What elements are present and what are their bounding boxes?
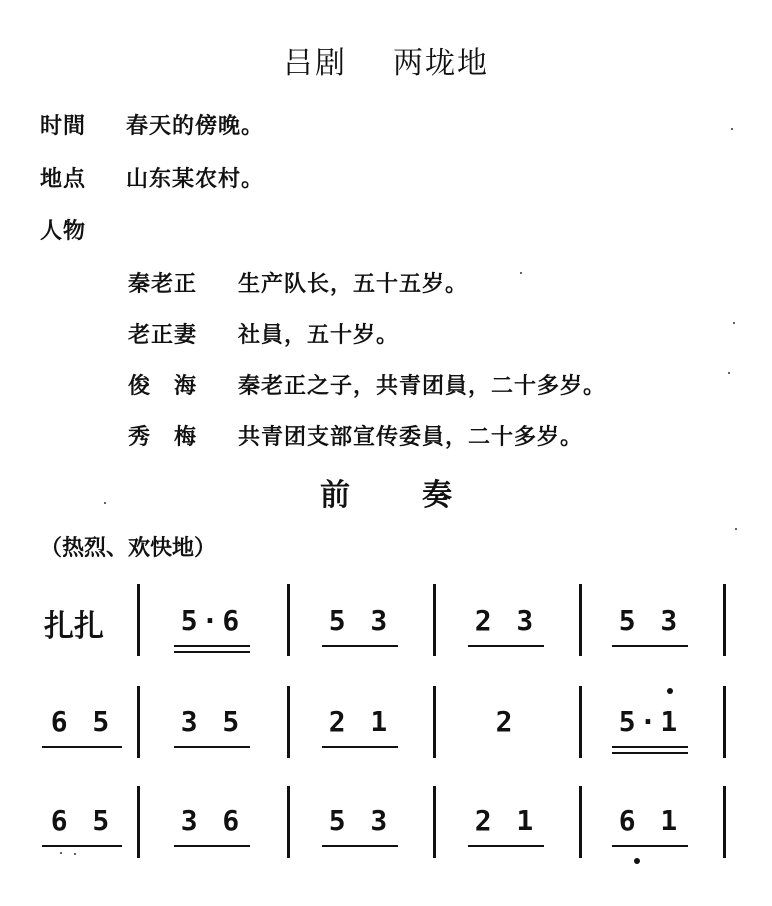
beam-line [322, 746, 398, 748]
bar-line [287, 686, 290, 758]
score-measure: 2 1 [474, 804, 538, 837]
opera-genre: 吕剧 [283, 46, 347, 81]
score-measure: 3 5 [180, 705, 244, 738]
score-measure: 2 [495, 705, 517, 738]
scan-speck [735, 528, 737, 530]
meta-label-time: 时間 [40, 114, 87, 139]
bar-line [433, 686, 436, 758]
character-name: 老正妻 [128, 323, 198, 348]
character-desc: 共青团支部宣传委員，二十多岁。 [238, 425, 584, 450]
character-desc: 社員，五十岁。 [238, 323, 400, 348]
bar-line [433, 584, 436, 656]
bar-line [579, 686, 582, 758]
tempo-marking: （热烈、欢快地） [40, 536, 217, 561]
score-lead: 扎扎 [44, 609, 104, 644]
scan-speck [520, 272, 522, 274]
bar-line [579, 786, 582, 858]
character-name: 秦老正 [128, 272, 198, 297]
meta-label-characters: 人物 [40, 219, 87, 244]
bar-line [723, 686, 726, 758]
scan-speck [728, 372, 730, 374]
score-measure: 2 3 [474, 604, 538, 637]
scan-speck [104, 502, 106, 504]
beam-line [322, 645, 398, 647]
beam-line [612, 752, 688, 754]
beam-line [42, 845, 122, 847]
score-measure: 5 3 [328, 804, 392, 837]
score-measure: 5·1 [618, 705, 682, 738]
scan-speck [733, 322, 735, 324]
character-name: 俊 海 [128, 374, 198, 399]
section-heading [0, 470, 772, 514]
beam-line [468, 645, 544, 647]
character-desc: 秦老正之子，共青团員，二十多岁。 [238, 374, 607, 399]
beam-line [174, 651, 250, 653]
beam-line [612, 845, 688, 847]
meta-value-place: 山东某农村。 [126, 167, 265, 192]
score-lead: 6 5 [50, 705, 114, 738]
beam-line [174, 645, 250, 647]
meta-value-time: 春天的傍晚。 [126, 114, 265, 139]
beam-line [174, 845, 250, 847]
score-measure: 2 1 [328, 705, 392, 738]
bar-line [137, 584, 140, 656]
score-lead: 6 5 [50, 804, 114, 837]
meta-label-place: 地点 [40, 167, 87, 192]
beam-line [174, 746, 250, 748]
beam-line [42, 746, 122, 748]
character-desc: 生产队长，五十五岁。 [238, 272, 469, 297]
scan-speck [60, 852, 62, 854]
section-heading-b: 奏 [422, 478, 452, 513]
scan-speck [74, 853, 76, 855]
character-name: 秀 梅 [128, 425, 198, 450]
opera-name: 两垅地 [393, 46, 489, 81]
bar-line [287, 584, 290, 656]
high-octave-dot [667, 688, 673, 694]
bar-line [723, 584, 726, 656]
beam-line [468, 845, 544, 847]
beam-line [612, 746, 688, 748]
page-title [0, 38, 772, 82]
score-measure: 6 1 [618, 804, 682, 837]
low-octave-dot [634, 858, 640, 864]
beam-line [322, 845, 398, 847]
score-measure: 5 3 [618, 604, 682, 637]
section-heading-a: 前 [320, 478, 350, 513]
bar-line [137, 686, 140, 758]
bar-line [579, 584, 582, 656]
bar-line [287, 786, 290, 858]
score-measure: 3 6 [180, 804, 244, 837]
beam-line [612, 645, 688, 647]
bar-line [433, 786, 436, 858]
score-measure: 5 3 [328, 604, 392, 637]
bar-line [137, 786, 140, 858]
bar-line [723, 786, 726, 858]
scan-speck [731, 128, 733, 130]
score-measure: 5·6 [180, 604, 244, 637]
